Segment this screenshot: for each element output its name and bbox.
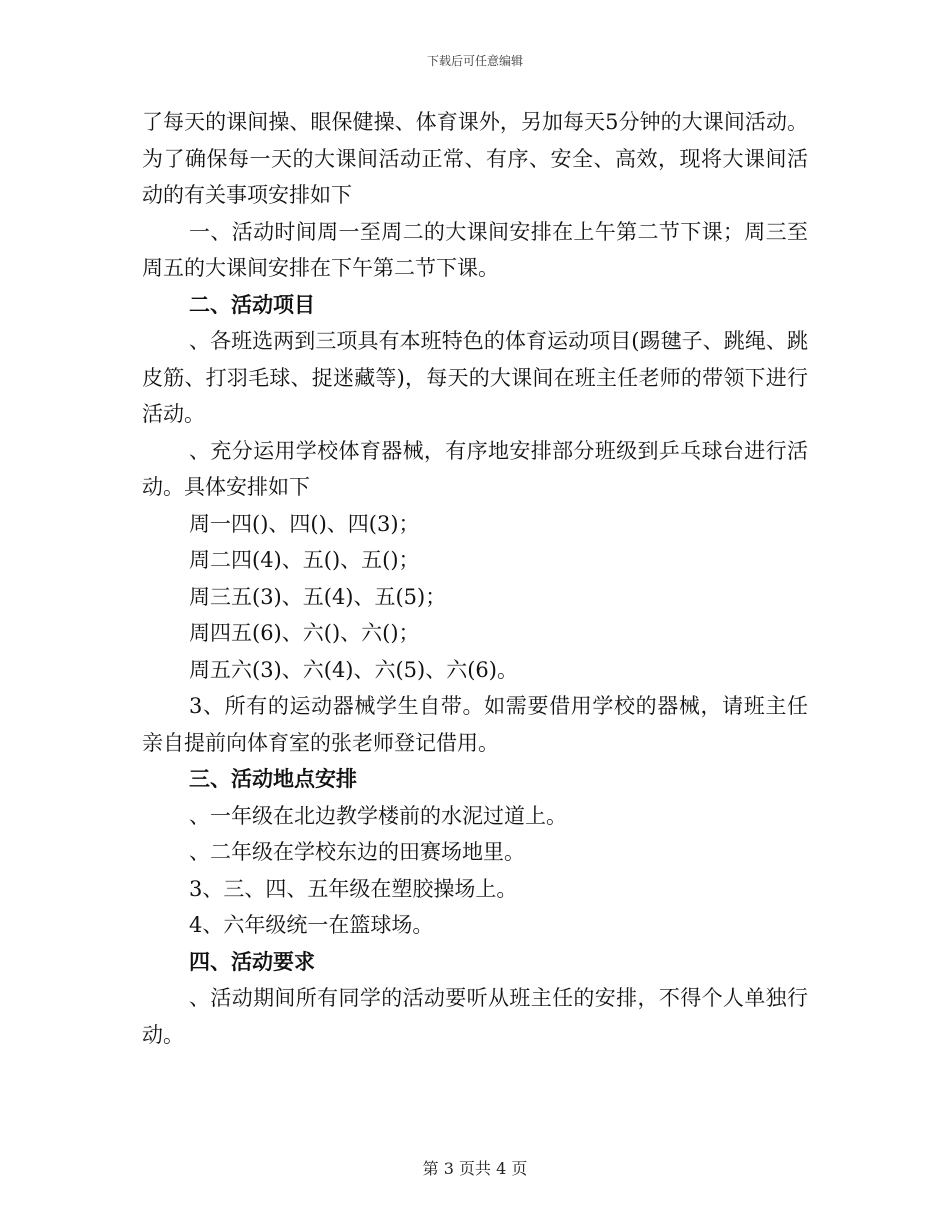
paragraph-item-3: 3、所有的运动器械学生自带。如需要借用学校的器械，请班主任亲自提前向体育室的张老师登记借用。 [142,694,808,755]
schedule-monday: 周一四()、四()、四(3)； [189,511,420,536]
paragraph-intro: 了每天的课间操、眼保健操、体育课外，另加每天5分钟的大课间活动。为了确保每一天的大课间活动正常、有序、安全、高效，现将大课间活动的有关事项安排如下 [142,110,808,207]
schedule-friday: 周五六(3)、六(4)、六(5)、六(6)。 [189,657,518,682]
page-header: 下载后可任意编辑 [426,54,523,68]
heading-activity-items: 二、活动项目 [189,291,315,317]
location-grade-6: 4、六年级统一在篮球场。 [189,913,434,937]
paragraph-item-1: 、各班选两到三项具有本班特色的体育运动项目(踢毽子、跳绳、跳皮筋、打羽毛球、捉迷藏等)，每天的大课间在班主任老师的带领下进行活动。 [142,329,808,426]
heading-activity-requirements: 四、活动要求 [189,948,315,974]
page-footer: 第 3 页共 4 页 [422,1159,528,1178]
location-grade-3-5: 3、三、四、五年级在塑胶操场上。 [189,876,518,901]
paragraph-activity-time: 一、活动时间周一至周二的大课间安排在上午第二节下课；周三至周五的大课间安排在下午第二节下课。 [142,219,808,280]
requirement-1: 、活动期间所有同学的活动要听从班主任的安排，不得个人单独行动。 [142,986,808,1047]
schedule-tuesday: 周二四(4)、五()、五()； [189,548,420,572]
paragraph-item-2: 、充分运用学校体育器械，有序地安排部分班级到乒乓球台进行活动。具体安排如下 [142,438,808,499]
document-body [142,104,808,1053]
schedule-thursday: 周四五(6)、六()、六()； [189,621,420,645]
heading-activity-location: 三、活动地点安排 [189,766,357,791]
location-grade-1: 、一年级在北边教学楼前的水泥过道上。 [189,803,567,828]
location-grade-2: 、二年级在学校东边的田赛场地里。 [189,840,525,864]
schedule-wednesday: 周三五(3)、五(4)、五(5)； [189,584,447,609]
